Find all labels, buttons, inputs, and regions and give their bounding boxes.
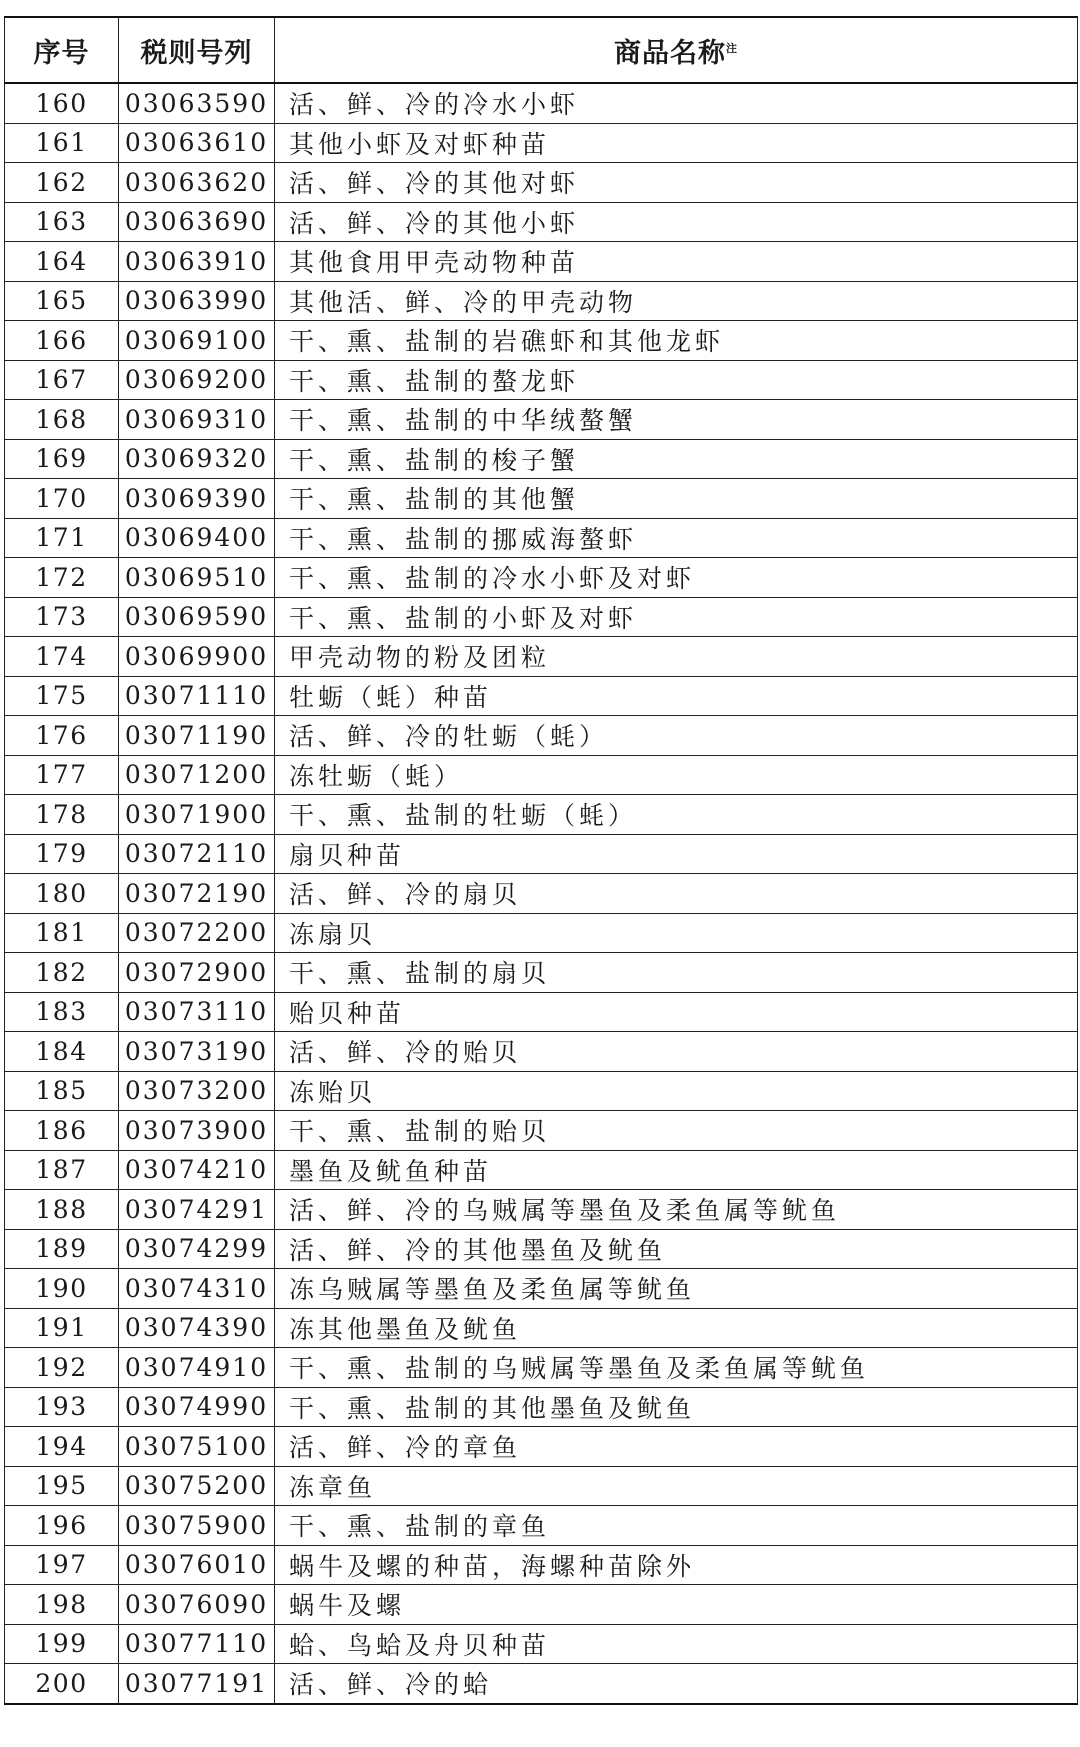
row-tariff-code: 03069510 [119, 558, 275, 598]
row-tariff-code: 03069100 [119, 321, 275, 361]
row-seq: 180 [5, 874, 119, 914]
row-seq: 169 [5, 439, 119, 479]
row-product-name: 冻贻贝 [275, 1071, 1078, 1111]
row-seq: 173 [5, 597, 119, 637]
row-tariff-code: 03073900 [119, 1111, 275, 1151]
table-row [5, 163, 1078, 203]
row-seq: 172 [5, 558, 119, 598]
row-tariff-code: 03074291 [119, 1190, 275, 1230]
table-row [5, 1150, 1078, 1190]
row-seq: 197 [5, 1545, 119, 1585]
row-product-name: 活、鲜、冷的乌贼属等墨鱼及柔鱼属等鱿鱼 [275, 1190, 1078, 1230]
row-product-name: 干、熏、盐制的中华绒螯蟹 [275, 400, 1078, 440]
row-seq: 177 [5, 755, 119, 795]
row-tariff-code: 03074310 [119, 1269, 275, 1309]
row-seq: 176 [5, 716, 119, 756]
row-tariff-code: 03069590 [119, 597, 275, 637]
row-seq: 174 [5, 637, 119, 677]
row-product-name: 活、鲜、冷的其他对虾 [275, 163, 1078, 203]
row-seq: 188 [5, 1190, 119, 1230]
row-seq: 191 [5, 1308, 119, 1348]
table-row [5, 281, 1078, 321]
row-seq: 190 [5, 1269, 119, 1309]
table-row [5, 755, 1078, 795]
table-row [5, 795, 1078, 835]
table-row [5, 1071, 1078, 1111]
row-product-name: 其他食用甲壳动物种苗 [275, 242, 1078, 282]
row-product-name: 牡蛎（蚝）种苗 [275, 676, 1078, 716]
row-product-name: 活、鲜、冷的其他墨鱼及鱿鱼 [275, 1229, 1078, 1269]
table-row [5, 558, 1078, 598]
row-tariff-code: 03074299 [119, 1229, 275, 1269]
table-row [5, 1585, 1078, 1625]
row-tariff-code: 03074210 [119, 1150, 275, 1190]
table-row [5, 1032, 1078, 1072]
row-product-name: 扇贝种苗 [275, 834, 1078, 874]
table-row [5, 834, 1078, 874]
row-seq: 182 [5, 953, 119, 993]
row-tariff-code: 03074390 [119, 1308, 275, 1348]
row-product-name: 活、鲜、冷的蛤 [275, 1664, 1078, 1704]
row-product-name: 干、熏、盐制的牡蛎（蚝） [275, 795, 1078, 835]
table-row [5, 1664, 1078, 1704]
row-seq: 185 [5, 1071, 119, 1111]
header-row [5, 17, 1078, 83]
row-product-name: 甲壳动物的粉及团粒 [275, 637, 1078, 677]
row-seq: 171 [5, 518, 119, 558]
row-product-name: 活、鲜、冷的冷水小虾 [275, 83, 1078, 123]
row-tariff-code: 03075200 [119, 1466, 275, 1506]
row-seq: 170 [5, 479, 119, 519]
row-seq: 181 [5, 913, 119, 953]
row-seq: 164 [5, 242, 119, 282]
header-name-note: 注 [726, 41, 738, 55]
row-tariff-code: 03069900 [119, 637, 275, 677]
table-row [5, 953, 1078, 993]
row-product-name: 冻扇贝 [275, 913, 1078, 953]
table-row [5, 321, 1078, 361]
row-seq: 178 [5, 795, 119, 835]
table-row [5, 439, 1078, 479]
row-tariff-code: 03069310 [119, 400, 275, 440]
row-product-name: 其他活、鲜、冷的甲壳动物 [275, 281, 1078, 321]
row-product-name: 冻章鱼 [275, 1466, 1078, 1506]
row-product-name: 干、熏、盐制的岩礁虾和其他龙虾 [275, 321, 1078, 361]
row-tariff-code: 03063620 [119, 163, 275, 203]
row-product-name: 其他小虾及对虾种苗 [275, 123, 1078, 163]
table-row [5, 1624, 1078, 1664]
row-product-name: 干、熏、盐制的小虾及对虾 [275, 597, 1078, 637]
row-seq: 165 [5, 281, 119, 321]
row-tariff-code: 03076090 [119, 1585, 275, 1625]
row-seq: 198 [5, 1585, 119, 1625]
tariff-table [4, 16, 1078, 1705]
table-row [5, 1387, 1078, 1427]
table-row [5, 676, 1078, 716]
row-tariff-code: 03077110 [119, 1624, 275, 1664]
table-row [5, 597, 1078, 637]
table-row [5, 1348, 1078, 1388]
row-seq: 183 [5, 992, 119, 1032]
row-seq: 163 [5, 202, 119, 242]
table-row [5, 360, 1078, 400]
row-tariff-code: 03069320 [119, 439, 275, 479]
row-seq: 192 [5, 1348, 119, 1388]
table-row [5, 1308, 1078, 1348]
row-product-name: 干、熏、盐制的乌贼属等墨鱼及柔鱼属等鱿鱼 [275, 1348, 1078, 1388]
row-seq: 193 [5, 1387, 119, 1427]
row-product-name: 干、熏、盐制的冷水小虾及对虾 [275, 558, 1078, 598]
row-seq: 166 [5, 321, 119, 361]
row-tariff-code: 03063590 [119, 83, 275, 123]
row-product-name: 干、熏、盐制的贻贝 [275, 1111, 1078, 1151]
row-tariff-code: 03076010 [119, 1545, 275, 1585]
row-product-name: 贻贝种苗 [275, 992, 1078, 1032]
row-tariff-code: 03069390 [119, 479, 275, 519]
header-code: 税则号列 [119, 17, 275, 83]
row-seq: 160 [5, 83, 119, 123]
row-tariff-code: 03075100 [119, 1427, 275, 1467]
table-row [5, 202, 1078, 242]
table-row [5, 1506, 1078, 1546]
row-tariff-code: 03073200 [119, 1071, 275, 1111]
row-seq: 194 [5, 1427, 119, 1467]
table-body [5, 83, 1078, 1704]
row-tariff-code: 03063610 [119, 123, 275, 163]
row-product-name: 冻牡蛎（蚝） [275, 755, 1078, 795]
row-seq: 199 [5, 1624, 119, 1664]
table-row [5, 1229, 1078, 1269]
row-tariff-code: 03071110 [119, 676, 275, 716]
header-seq: 序号 [5, 17, 119, 83]
row-product-name: 冻其他墨鱼及鱿鱼 [275, 1308, 1078, 1348]
row-product-name: 干、熏、盐制的梭子蟹 [275, 439, 1078, 479]
table-row [5, 874, 1078, 914]
header-name: 商品名称 [614, 37, 726, 69]
table-row [5, 913, 1078, 953]
row-seq: 187 [5, 1150, 119, 1190]
table-row [5, 1269, 1078, 1309]
table-row [5, 992, 1078, 1032]
row-tariff-code: 03077191 [119, 1664, 275, 1704]
table-header [5, 17, 1078, 83]
table-row [5, 479, 1078, 519]
row-tariff-code: 03073190 [119, 1032, 275, 1072]
row-product-name: 干、熏、盐制的其他蟹 [275, 479, 1078, 519]
row-seq: 161 [5, 123, 119, 163]
row-tariff-code: 03072110 [119, 834, 275, 874]
row-product-name: 干、熏、盐制的章鱼 [275, 1506, 1078, 1546]
row-product-name: 活、鲜、冷的章鱼 [275, 1427, 1078, 1467]
row-product-name: 干、熏、盐制的螯龙虾 [275, 360, 1078, 400]
row-tariff-code: 03071900 [119, 795, 275, 835]
table-row [5, 1190, 1078, 1230]
row-product-name: 活、鲜、冷的牡蛎（蚝） [275, 716, 1078, 756]
table-row [5, 1427, 1078, 1467]
row-seq: 175 [5, 676, 119, 716]
table-row [5, 400, 1078, 440]
table-row [5, 518, 1078, 558]
row-tariff-code: 03072900 [119, 953, 275, 993]
row-tariff-code: 03063910 [119, 242, 275, 282]
row-product-name: 冻乌贼属等墨鱼及柔鱼属等鱿鱼 [275, 1269, 1078, 1309]
row-product-name: 墨鱼及鱿鱼种苗 [275, 1150, 1078, 1190]
row-seq: 196 [5, 1506, 119, 1546]
table-row [5, 242, 1078, 282]
row-product-name: 活、鲜、冷的扇贝 [275, 874, 1078, 914]
row-tariff-code: 03071190 [119, 716, 275, 756]
row-seq: 195 [5, 1466, 119, 1506]
row-product-name: 干、熏、盐制的挪威海螯虾 [275, 518, 1078, 558]
row-seq: 189 [5, 1229, 119, 1269]
row-product-name: 蛤、鸟蛤及舟贝种苗 [275, 1624, 1078, 1664]
row-seq: 179 [5, 834, 119, 874]
row-tariff-code: 03069200 [119, 360, 275, 400]
row-tariff-code: 03074910 [119, 1348, 275, 1388]
header-name-cell [275, 17, 1078, 83]
row-tariff-code: 03069400 [119, 518, 275, 558]
row-tariff-code: 03075900 [119, 1506, 275, 1546]
row-product-name: 干、熏、盐制的其他墨鱼及鱿鱼 [275, 1387, 1078, 1427]
table-row [5, 716, 1078, 756]
table-row [5, 1545, 1078, 1585]
row-seq: 162 [5, 163, 119, 203]
row-seq: 186 [5, 1111, 119, 1151]
row-seq: 184 [5, 1032, 119, 1072]
row-tariff-code: 03071200 [119, 755, 275, 795]
row-product-name: 活、鲜、冷的其他小虾 [275, 202, 1078, 242]
row-product-name: 蜗牛及螺的种苗，海螺种苗除外 [275, 1545, 1078, 1585]
table-row [5, 1466, 1078, 1506]
table-row [5, 83, 1078, 123]
table-row [5, 637, 1078, 677]
row-tariff-code: 03072200 [119, 913, 275, 953]
table-row [5, 123, 1078, 163]
row-product-name: 干、熏、盐制的扇贝 [275, 953, 1078, 993]
row-tariff-code: 03074990 [119, 1387, 275, 1427]
row-product-name: 活、鲜、冷的贻贝 [275, 1032, 1078, 1072]
row-seq: 200 [5, 1664, 119, 1704]
row-seq: 167 [5, 360, 119, 400]
row-tariff-code: 03073110 [119, 992, 275, 1032]
row-tariff-code: 03072190 [119, 874, 275, 914]
row-tariff-code: 03063690 [119, 202, 275, 242]
row-product-name: 蜗牛及螺 [275, 1585, 1078, 1625]
row-tariff-code: 03063990 [119, 281, 275, 321]
table-row [5, 1111, 1078, 1151]
row-seq: 168 [5, 400, 119, 440]
